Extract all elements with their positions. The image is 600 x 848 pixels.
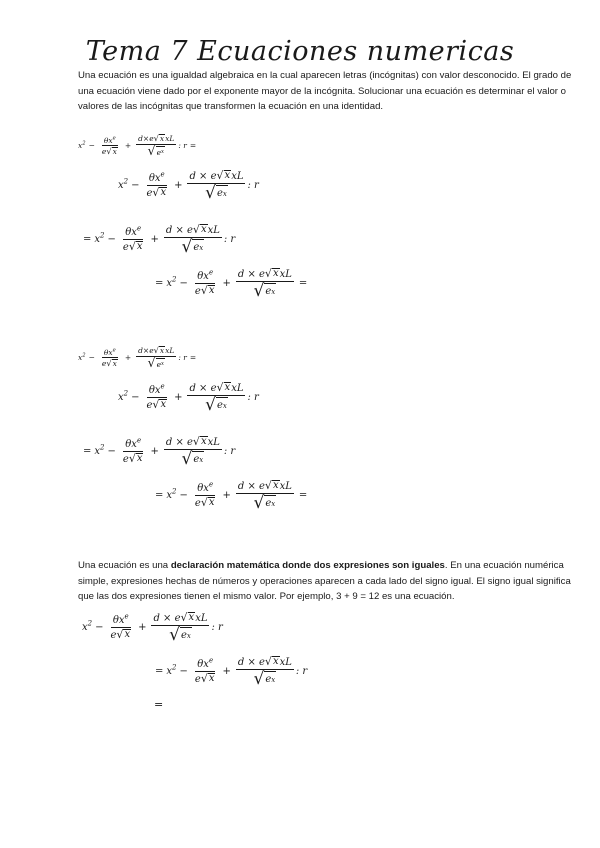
- equation-3-line-1: $x^2$ − $\theta x^e$ e √ x + d × e √ x xL √ e x : r: [82, 611, 223, 645]
- equation-1-line-1: $x^2$ − $\theta x^e$ e √ x + d×e √ x xL √ e x : r =: [78, 133, 197, 159]
- equation-1-line-2: $x^2$ − $\theta x^e$ e √ x + d × e √ x xL √ e x : r: [118, 169, 259, 203]
- equation-3-line-3: =: [154, 698, 164, 711]
- var-x: $x^2$: [78, 140, 86, 151]
- page-title: Tema 7 Ecuaciones numericas: [85, 36, 515, 67]
- equation-1-line-3: = $x^2$ − $\theta x^e$ e √ x + d × e √ x xL √ e x : r: [83, 223, 236, 257]
- fraction: $\theta x^e$ e √ x: [101, 135, 117, 157]
- intro-paragraph: Una ecuación es una igualdad algebraica en la cual aparecen letras (incógnitas) con valor desconocido. El grado de una ecuación viene dado por el exponente mayor de la incógnita. Solucionar una ecuación es determinar el valor o valores de las incógnitas que transformen la ecuación en una identidad.: [78, 70, 572, 112]
- fraction: d×e √ x xL √ e x: [138, 133, 175, 159]
- equation-3-line-2: = $x^2$ − $\theta x^e$ e √ x + d × e √ x xL √ e x : r: [155, 655, 308, 689]
- definition-paragraph: Una ecuación es una declaración matemática donde dos expresiones son iguales. En una ecuación numérica simple, expresiones hechas de números y operaciones aparecen a cada lado del signo igual. El signo igual significa que las dos expresiones tienen el mismo valor. Por ejemplo, 3 + 9 = 12 es una ecuación.: [78, 560, 571, 602]
- equation-2-line-2: $x^2$ − $\theta x^e$ e √ x + d × e √ x xL √ e x : r: [118, 381, 259, 415]
- equation-2-line-4: = $x^2$ − $\theta x^e$ e √ x + d × e √ x xL √ e x =: [155, 479, 308, 513]
- equation-1-line-4: = $x^2$ − $\theta x^e$ e √ x + d × e √ x xL √ e x =: [155, 267, 308, 301]
- bold-definition: declaración matemática donde dos expresiones son iguales: [170, 560, 445, 571]
- equation-2-line-3: = $x^2$ − $\theta x^e$ e √ x + d × e √ x xL √ e x : r: [83, 435, 236, 469]
- equation-2-line-1: $x^2$ − $\theta x^e$ e √ x + d×e √ x xL √ e x : r =: [78, 345, 197, 371]
